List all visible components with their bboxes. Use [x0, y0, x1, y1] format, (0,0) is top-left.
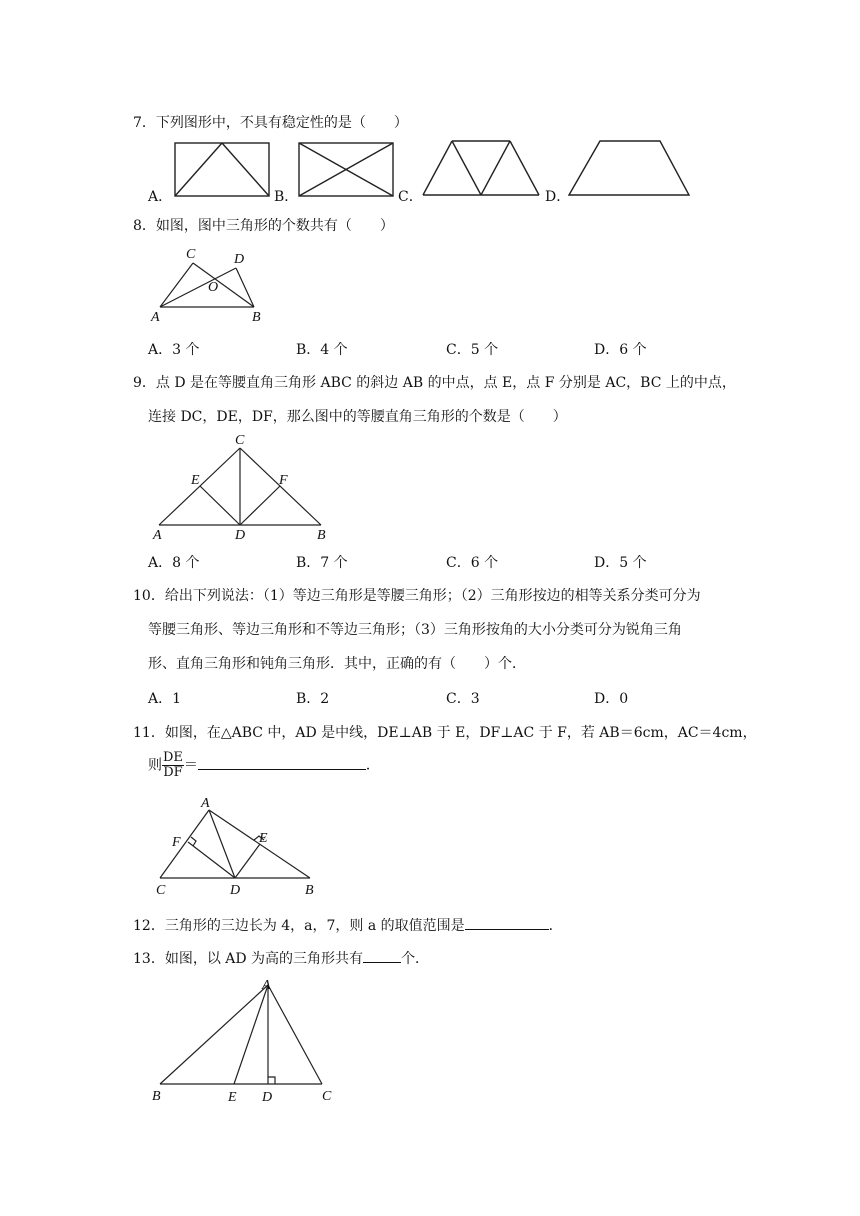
- q13-answer-blank[interactable]: [363, 948, 401, 963]
- q9-label-a: A: [153, 528, 162, 543]
- q11-stem-line1: 11．如图，在△ABC 中，AD 是中线，DE⊥AB 于 E，DF⊥AC 于 F，若 AB＝6cm，AC＝4cm，: [133, 725, 757, 741]
- q7-figure-c: [418, 136, 544, 200]
- q9-label-e: E: [191, 473, 200, 488]
- q8-option-d: D．6 个: [594, 342, 647, 358]
- q8-label-o: O: [208, 280, 219, 295]
- q11-stem-line2: [148, 751, 380, 780]
- q11-label-d: D: [230, 883, 241, 898]
- q10-option-b: B．2: [296, 691, 330, 707]
- q12-stem: [133, 915, 563, 935]
- q10-option-c: C．3: [446, 691, 480, 707]
- q11-label-c: C: [156, 883, 166, 898]
- q7-option-b-label: B．: [274, 189, 299, 205]
- q11-label-e: E: [259, 831, 268, 846]
- q13-end: 个．: [401, 951, 430, 967]
- q11-label-f: F: [172, 835, 181, 850]
- q10-option-d: D．0: [594, 691, 629, 707]
- q11-equals: ＝: [183, 757, 198, 774]
- q8-label-b: B: [252, 310, 261, 325]
- q12-end: ．: [548, 918, 563, 934]
- q13-label-e: E: [228, 1090, 237, 1105]
- q7-stem: 7．下列图形中，不具有稳定性的是（ ）: [133, 115, 408, 131]
- q8-option-c: C．5 个: [446, 342, 499, 358]
- q10-stem-line3: 形、直角三角形和钝角三角形．其中，正确的有（ ）个．: [148, 656, 526, 672]
- q11-label-b: B: [305, 883, 314, 898]
- q7-option-a-label: A．: [148, 189, 173, 205]
- q9-stem-line1: 9．点 D 是在等腰直角三角形 ABC 的斜边 AB 的中点，点 E，点 F 分别是 AC，BC 上的中点，: [133, 375, 736, 391]
- q13-label-c: C: [322, 1089, 332, 1104]
- q12-text: 12．三角形的三边长为 4，a，7，则 a 的取值范围是: [133, 918, 465, 934]
- q11-figure: [150, 796, 326, 902]
- q8-label-d: D: [234, 252, 245, 267]
- q8-label-a: A: [151, 310, 160, 325]
- q11-fraction: [162, 751, 184, 780]
- q9-option-a: A．8 个: [148, 555, 200, 571]
- q9-label-b: B: [317, 528, 326, 543]
- q11-fraction-denominator: DF: [163, 765, 183, 780]
- q13-text: 13．如图，以 AD 为高的三角形共有: [133, 951, 364, 967]
- q11-prefix: 则: [148, 757, 162, 774]
- q13-label-a: A: [262, 978, 271, 993]
- q7-figure-a: [170, 138, 274, 200]
- q8-stem: 8．如图，图中三角形的个数共有（ ）: [133, 218, 394, 234]
- q9-option-d: D．5 个: [594, 555, 647, 571]
- q9-label-c: C: [235, 433, 245, 448]
- q13-label-b: B: [152, 1089, 161, 1104]
- q8-option-a: A．3 个: [148, 342, 200, 358]
- q9-option-c: C．6 个: [446, 555, 499, 571]
- q11-end: ．: [365, 757, 380, 774]
- q10-option-a: A．1: [148, 691, 182, 707]
- q7-option-c-label: C．: [398, 189, 423, 205]
- q10-stem-line1: 10．给出下列说法：（1）等边三角形是等腰三角形；（2）三角形按边的相等关系分类可分为: [133, 588, 701, 604]
- q8-option-b: B．4 个: [296, 342, 348, 358]
- q10-stem-line2: 等腰三角形、等边三角形和不等边三角形；（3）三角形按角的大小分类可分为锐角三角: [148, 622, 682, 638]
- q9-figure: [150, 432, 340, 544]
- q7-figure-b: [294, 138, 398, 200]
- q9-option-b: B．7 个: [296, 555, 348, 571]
- q9-label-d: D: [235, 528, 246, 543]
- q9-stem-line2: 连接 DC，DE，DF，那么图中的等腰直角三角形的个数是（ ）: [148, 409, 567, 425]
- q7-figure-d: [564, 136, 694, 200]
- q8-label-c: C: [186, 247, 196, 262]
- q8-figure: [148, 243, 274, 325]
- q9-label-f: F: [279, 473, 288, 488]
- q11-label-a: A: [201, 796, 210, 811]
- q13-label-d: D: [262, 1090, 273, 1105]
- q11-answer-blank[interactable]: [198, 755, 366, 770]
- q11-fraction-numerator: DE: [163, 750, 183, 765]
- q7-option-d-label: D．: [545, 189, 571, 205]
- q13-stem: [133, 948, 429, 968]
- q13-figure: [148, 974, 344, 1108]
- q12-answer-blank[interactable]: [465, 915, 549, 930]
